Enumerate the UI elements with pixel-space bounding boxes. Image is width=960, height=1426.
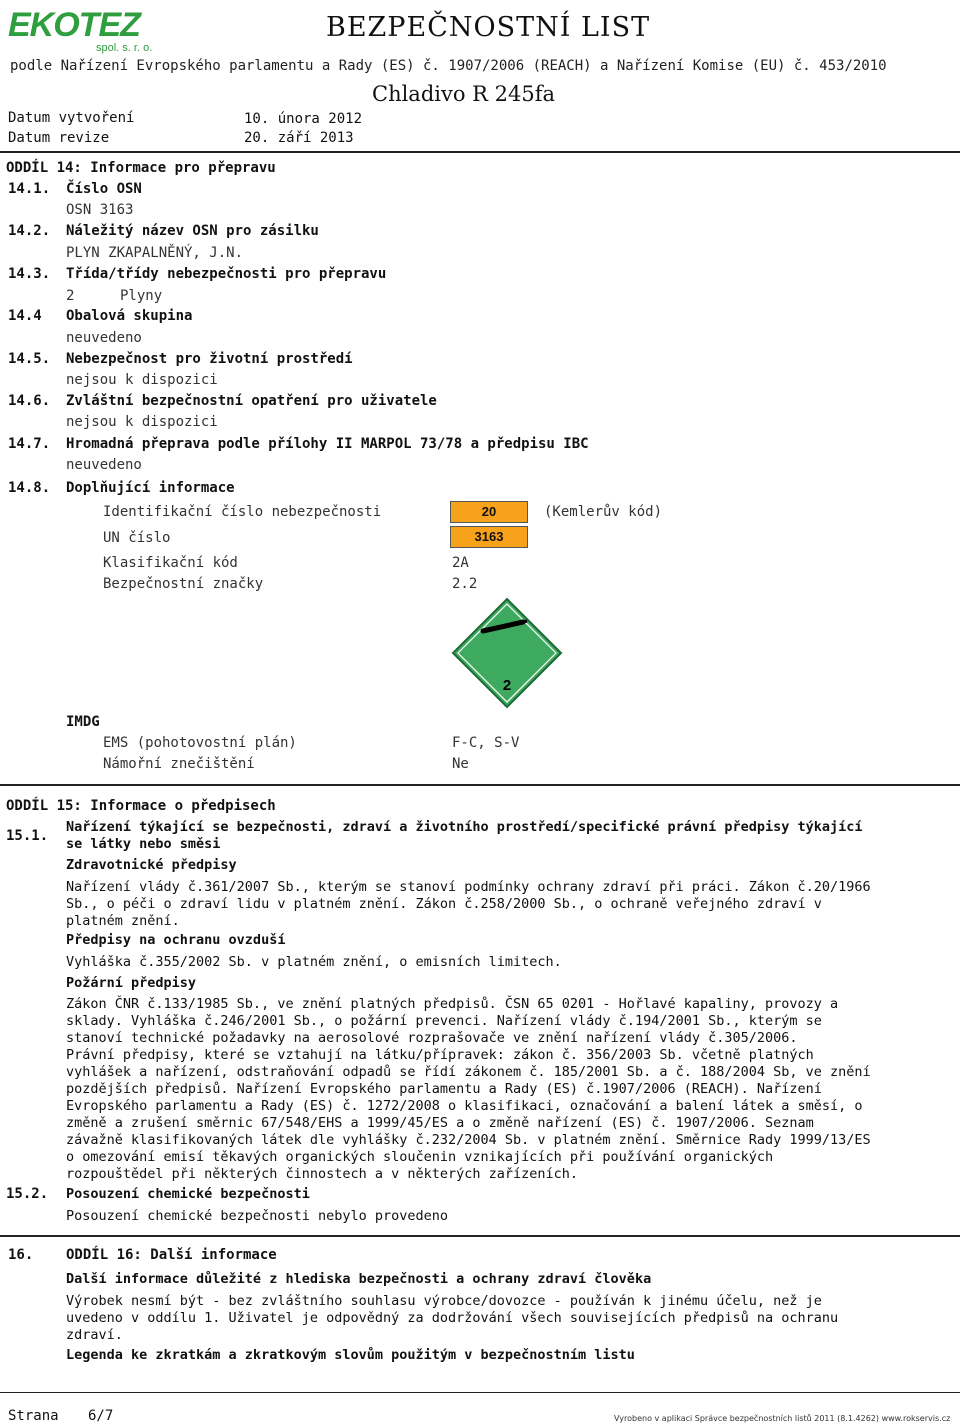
- further-info-line: uvedeno v oddílu 1. Uživatel je odpovědný za dodržování všech souvisejících předpisů na ochranu: [66, 1310, 839, 1326]
- page-number: 6/7: [88, 1408, 114, 1424]
- footer-divider: [0, 1392, 960, 1393]
- further-info-heading: Další informace důležité z hlediska bezpečnosti a ochrany zdraví člověka: [66, 1271, 652, 1287]
- item-value: PLYN ZKAPALNĚNÝ, J.N.: [66, 245, 244, 261]
- item-value-class-name: Plyny: [120, 288, 163, 304]
- fire-text-line: vyhlášek a nařízení, odstraňování odpadů se řídí zákonem č. 185/2001 Sb. a č. 188/2004 Sb, ve znění: [66, 1064, 871, 1080]
- revised-value: 20. září 2013: [244, 130, 354, 146]
- fire-text-line: sklady. Vyhláška č.246/2001 Sb., o požární prevenci. Nařízení vlády č.194/2001 Sb., kterým se: [66, 1013, 822, 1029]
- legend-heading: Legenda ke zkratkám a zkratkovým slovům použitým v bezpečnostním listu: [66, 1347, 635, 1363]
- item-value: nejsou k dispozici: [66, 372, 218, 388]
- kemler-label: (Kemlerův kód): [544, 504, 663, 520]
- item-number: 14.4: [8, 308, 42, 324]
- fire-text-line: stanoví technické požadavky na aerosolové rozprašovače ve znění nařízení vlády č.305/2006.: [66, 1030, 798, 1046]
- item-title: Doplňující informace: [66, 480, 235, 496]
- logo-text: EKOTEZ: [8, 6, 140, 44]
- document-title: BEZPEČNOSTNÍ LIST: [326, 12, 651, 43]
- fire-text-line: závažně klasifikovaných látek dle vyhlášky č.232/2004 Sb. v platném znění. Směrnice Rady 1999/13/ES: [66, 1132, 871, 1148]
- kemler-code-panel: 20: [450, 501, 528, 523]
- health-text-line: Sb., o péči o zdraví lidu v platném znění. Zákon č.258/2000 Sb., o ochraně veřejného zdraví v: [66, 896, 822, 912]
- item-number: 16.: [8, 1247, 34, 1263]
- marine-pollutant-label: Námořní znečištění: [103, 756, 255, 772]
- imdg-heading: IMDG: [66, 714, 100, 730]
- further-info-line: zdraví.: [66, 1327, 123, 1343]
- item-number: 14.3.: [8, 266, 51, 282]
- item-number: 14.5.: [8, 351, 51, 367]
- regulation-subtitle: podle Nařízení Evropského parlamentu a Rady (ES) č. 1907/2006 (REACH) a Nařízení Komise (EU) č. 453/2010: [10, 58, 887, 74]
- class-code-label: Klasifikační kód: [103, 555, 238, 571]
- item-number: 14.6.: [8, 393, 51, 409]
- item-value: neuvedeno: [66, 457, 142, 473]
- safety-marks-value: 2.2: [452, 576, 478, 592]
- item-number: 15.2.: [6, 1186, 49, 1202]
- fire-text-line: rozpouštědel při některých činnostech a v některých zařízeních.: [66, 1166, 579, 1182]
- air-text-line: Vyhláška č.355/2002 Sb. v platném znění, o emisních limitech.: [66, 954, 562, 970]
- item-title: Posouzení chemické bezpečnosti: [66, 1186, 310, 1202]
- fire-text-line: Evropského parlamentu a Rady (ES) č. 1272/2008 o klasifikaci, označování a balení látek a směsí, o: [66, 1098, 863, 1114]
- item-number: 15.1.: [6, 828, 49, 844]
- fire-regulations-heading: Požární předpisy: [66, 975, 197, 991]
- section-divider: [0, 784, 960, 786]
- company-logo: [8, 6, 158, 52]
- logo-subtext: spol. s. r. o.: [96, 42, 153, 54]
- header-divider: [0, 151, 960, 153]
- section-16-heading: ODDÍL 16: Další informace: [66, 1247, 277, 1263]
- item-title: Obalová skupina: [66, 308, 193, 324]
- item-title: Nebezpečnost pro životní prostředí: [66, 351, 353, 367]
- item-title-cont: se látky nebo směsi: [66, 836, 221, 852]
- marine-pollutant-value: Ne: [452, 756, 469, 772]
- fire-text-line: Právní předpisy, které se vztahují na látku/přípravek: zákon č. 356/2003 Sb. včetně platných: [66, 1047, 814, 1063]
- created-value: 10. února 2012: [244, 111, 363, 127]
- item-number: 14.2.: [8, 223, 51, 239]
- item-number: 14.1.: [8, 181, 51, 197]
- section-divider: [0, 1235, 960, 1237]
- created-label: Datum vytvoření: [8, 110, 135, 126]
- item-title: Číslo OSN: [66, 181, 142, 197]
- fire-text-line: pozdějších předpisů. Nařízení Evropského parlamentu a Rady (ES) č.1907/2006 (REACH). Nařízení: [66, 1081, 822, 1097]
- diamond-class-number: 2: [502, 677, 512, 694]
- item-value: OSN 3163: [66, 202, 134, 218]
- item-value: Posouzení chemické bezpečnosti nebylo provedeno: [66, 1208, 449, 1224]
- revised-label: Datum revize: [8, 130, 110, 146]
- ems-label: EMS (pohotovostní plán): [103, 735, 297, 751]
- item-value: nejsou k dispozici: [66, 414, 218, 430]
- non-flammable-gas-pictogram: [451, 597, 563, 709]
- un-number-panel: 3163: [450, 526, 528, 548]
- section-15-heading: ODDÍL 15: Informace o předpisech: [6, 798, 276, 814]
- health-text-line: Nařízení vlády č.361/2007 Sb., kterým se stanoví podmínky ochrany zdraví při práci. Zákon č.20/1966: [66, 879, 871, 895]
- item-title: Náležitý název OSN pro zásilku: [66, 223, 319, 239]
- class-code-value: 2A: [452, 555, 469, 571]
- product-name: Chladivo R 245fa: [372, 82, 556, 106]
- health-text-line: platném znění.: [66, 913, 180, 929]
- page-label: Strana: [8, 1408, 59, 1424]
- generator-note: Vyrobeno v aplikaci Správce bezpečnostních listů 2011 (8.1.4262) www.rokservis.cz: [614, 1414, 951, 1423]
- further-info-line: Výrobek nesmí být - bez zvláštního souhlasu výrobce/dovozce - používán k jinému účelu, než je: [66, 1293, 822, 1309]
- item-number: 14.8.: [8, 480, 51, 496]
- section-14-heading: ODDÍL 14: Informace pro přepravu: [6, 160, 276, 176]
- ems-value: F-C, S-V: [452, 735, 520, 751]
- hazard-id-label: Identifikační číslo nebezpečnosti: [103, 504, 382, 520]
- item-title: Nařízení týkající se bezpečnosti, zdraví a životního prostředí/specifické právní předpisy týkající: [66, 819, 863, 835]
- un-number-label: UN číslo: [103, 530, 171, 546]
- item-value: neuvedeno: [66, 330, 142, 346]
- health-regulations-heading: Zdravotnické předpisy: [66, 857, 237, 873]
- fire-text-line: o omezování emisí těkavých organických sloučenin vznikajících při používání organických: [66, 1149, 774, 1165]
- fire-text-line: Zákon ČNR č.133/1985 Sb., ve znění platných předpisů. ČSN 65 0201 - Hořlavé kapaliny, provozy a: [66, 996, 839, 1012]
- safety-marks-label: Bezpečnostní značky: [103, 576, 264, 592]
- air-regulations-heading: Předpisy na ochranu ovzduší: [66, 932, 286, 948]
- item-title: Zvláštní bezpečnostní opatření pro uživatele: [66, 393, 437, 409]
- item-title: Hromadná přeprava podle přílohy II MARPOL 73/78 a předpisu IBC: [66, 436, 589, 452]
- fire-text-line: změně a zrušení směrnic 67/548/EHS a 1999/45/ES a o změně nařízení (ES) č. 1907/2006. Seznam: [66, 1115, 814, 1131]
- item-title: Třída/třídy nebezpečnosti pro přepravu: [66, 266, 387, 282]
- item-number: 14.7.: [8, 436, 51, 452]
- item-value-class: 2: [66, 288, 75, 304]
